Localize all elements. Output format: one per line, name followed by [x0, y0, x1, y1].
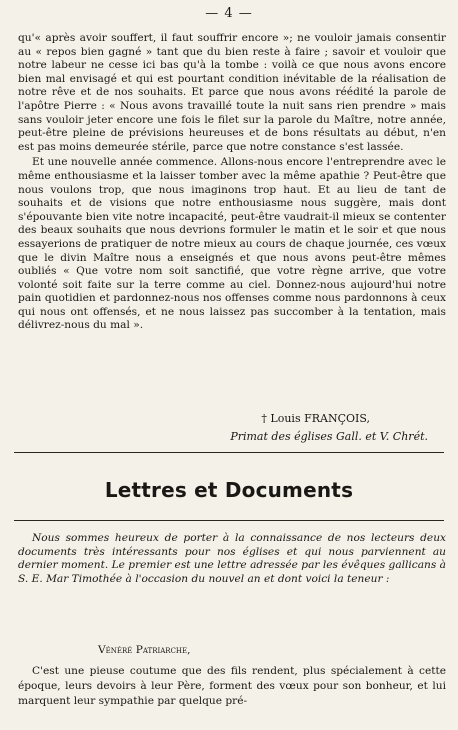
heading-underline — [14, 520, 444, 521]
signature-title: Primat des églises Gall. et V. Chrét. — [230, 430, 428, 443]
section-divider — [14, 452, 444, 453]
paragraph-1: qu'« après avoir souffert, il faut souffrir encore »; ne vouloir jamais consentir au « repos bien gagné » tant que du bien reste à faire ; savoir et vouloir que notre labeur ne cesse ici bas qu'à la tombe : voilà ce que nous avons encore bien mal envisagé et qui est pourtant condition inévitable de la réalisation de notre rêve et de nos souhaits. Et parce que nous avons réédité la parole de l'apôtre Pierre : « Nous avons travaillé toute la nuit sans rien prendre » mais sans vouloir jeter encore une fois le filet sur la parole du Maître, notre année, peut-être pleine de prévisions heureuses et de bons résultats au début, n'en est pas moins demeurée stérile, parce que notre constance s'est lassée. — [18, 32, 446, 153]
page-number: — 4 — — [205, 6, 253, 21]
letter-paragraph: C'est une pieuse coutume que des fils rendent, plus spécialement à cette époque, leurs devoirs à leur Père, forment des vœux pour son bonheur, et lui marquent leur sympathie par quelque pré- — [18, 665, 446, 707]
section-heading: Lettres et Documents — [104, 478, 354, 502]
signature-block — [230, 410, 428, 446]
letter-salutation: Vénéré Patriarche, — [98, 644, 191, 656]
intro-paragraph: Nous sommes heureux de porter à la connaissance de nos lecteurs deux documents très intéressants pour nos églises et qui nous parviennent au dernier moment. Le premier est une lettre adressée par les évêques gallicans à S. E. Mar Timothée à l'occasion du nouvel an et dont voici la teneur : — [18, 532, 446, 585]
article-body — [18, 32, 446, 333]
signature-name: † Louis FRANÇOIS, — [261, 412, 370, 425]
paragraph-2: Et une nouvelle année commence. Allons-nous encore l'entreprendre avec le même enthousiasme et la laisser tomber avec la même apathie ? Peut-être que nous voulons trop, que nous imaginons trop haut. Et au lieu de tant de souhaits et de visions que notre enthousiasme nous suggère, mais dont s'épouvante bien vite notre incapacité, peut-être vaudrait-il mieux se contenter des beaux souhaits que nous devrions formuler le matin et le soir et que nous essayerions de pratiquer de notre mieux au cours de chaque journée, ces vœux que le divin Maître nous a enseignés et que nous avons peut-être mêmes oubliés « Que votre nom soit sanctifié, que votre règne arrive, que votre volonté soit faite sur la terre comme au ciel. Donnez-nous aujourd'hui notre pain quotidien et pardonnez-nous nos offenses comme nous pardonnons à ceux qui nous ont offensés, et ne nous laissez pas succomber à la tentation, mais délivrez-nous du mal ». — [18, 156, 446, 332]
